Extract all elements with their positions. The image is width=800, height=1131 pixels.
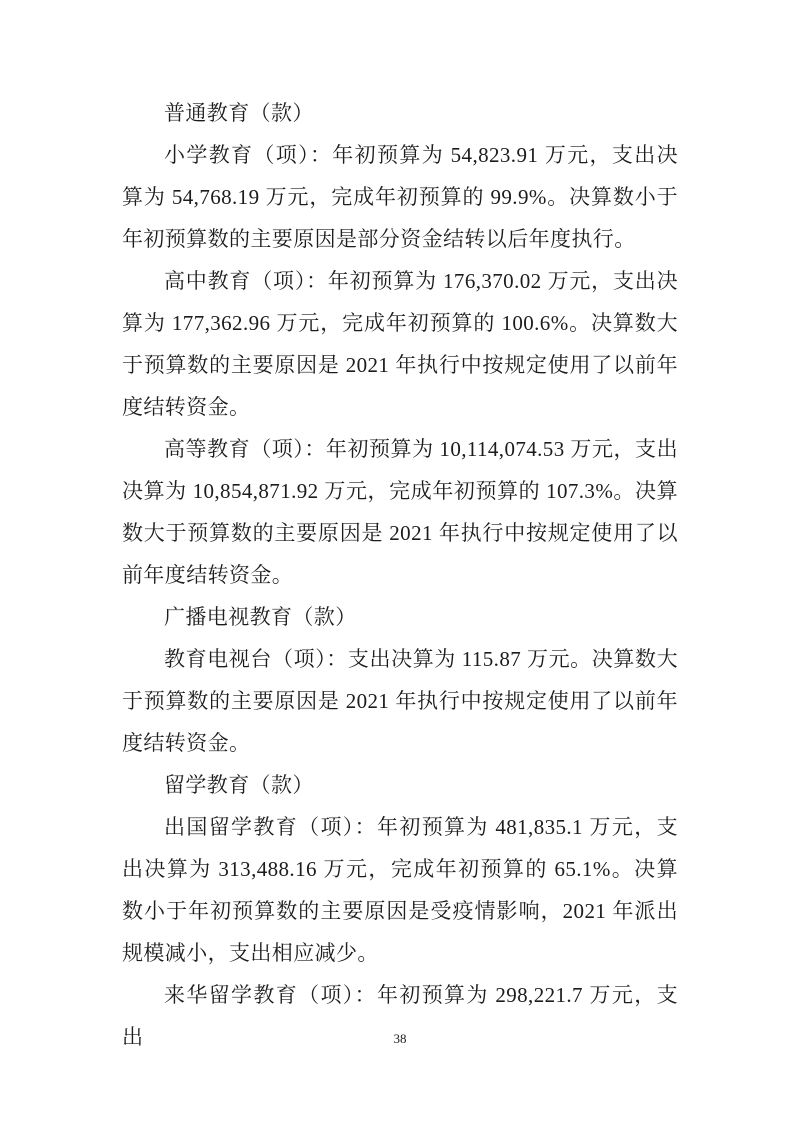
paragraph-gaozhong-jiaoyu: 高中教育（项）：年初预算为 176,370.02 万元，支出决算为 177,362.96 万元，完成年初预算的 100.6%。决算数大于预算数的主要原因是 2021 年执行中按规定使用了以前年度结转资金。: [122, 269, 678, 419]
paragraph-heading-liuxue-jiaoyu: 留学教育（款）: [164, 773, 314, 797]
page-content: [122, 92, 678, 1058]
paragraph-jiaoyu-dianshitai: 教育电视台（项）：支出决算为 115.87 万元。决算数大于预算数的主要原因是 2021 年执行中按规定使用了以前年度结转资金。: [122, 647, 678, 755]
paragraph-heading-guangbo-dianshi-jiaoyu: 广播电视教育（款）: [164, 605, 357, 629]
page-number: 38: [393, 1031, 407, 1046]
paragraph-heading-putong-jiaoyu: 普通教育（款）: [164, 101, 314, 125]
paragraph-gaodeng-jiaoyu: 高等教育（项）：年初预算为 10,114,074.53 万元，支出决算为 10,854,871.92 万元，完成年初预算的 107.3%。决算数大于预算数的主要原因是 2021 年执行中按规定使用了以前年度结转资金。: [122, 437, 678, 587]
paragraph-laihua-liuxue-jiaoyu: 来华留学教育（项）：年初预算为 298,221.7 万元，支出: [122, 983, 678, 1049]
paragraph-xiaoxue-jiaoyu: 小学教育（项）：年初预算为 54,823.91 万元，支出决算为 54,768.19 万元，完成年初预算的 99.9%。决算数小于年初预算数的主要原因是部分资金结转以后年度执行。: [122, 143, 678, 251]
paragraph-chuguo-liuxue-jiaoyu: 出国留学教育（项）：年初预算为 481,835.1 万元，支出决算为 313,488.16 万元，完成年初预算的 65.1%。决算数小于年初预算数的主要原因是受疫情影响，2021 年派出规模减小，支出相应减少。: [122, 815, 678, 965]
